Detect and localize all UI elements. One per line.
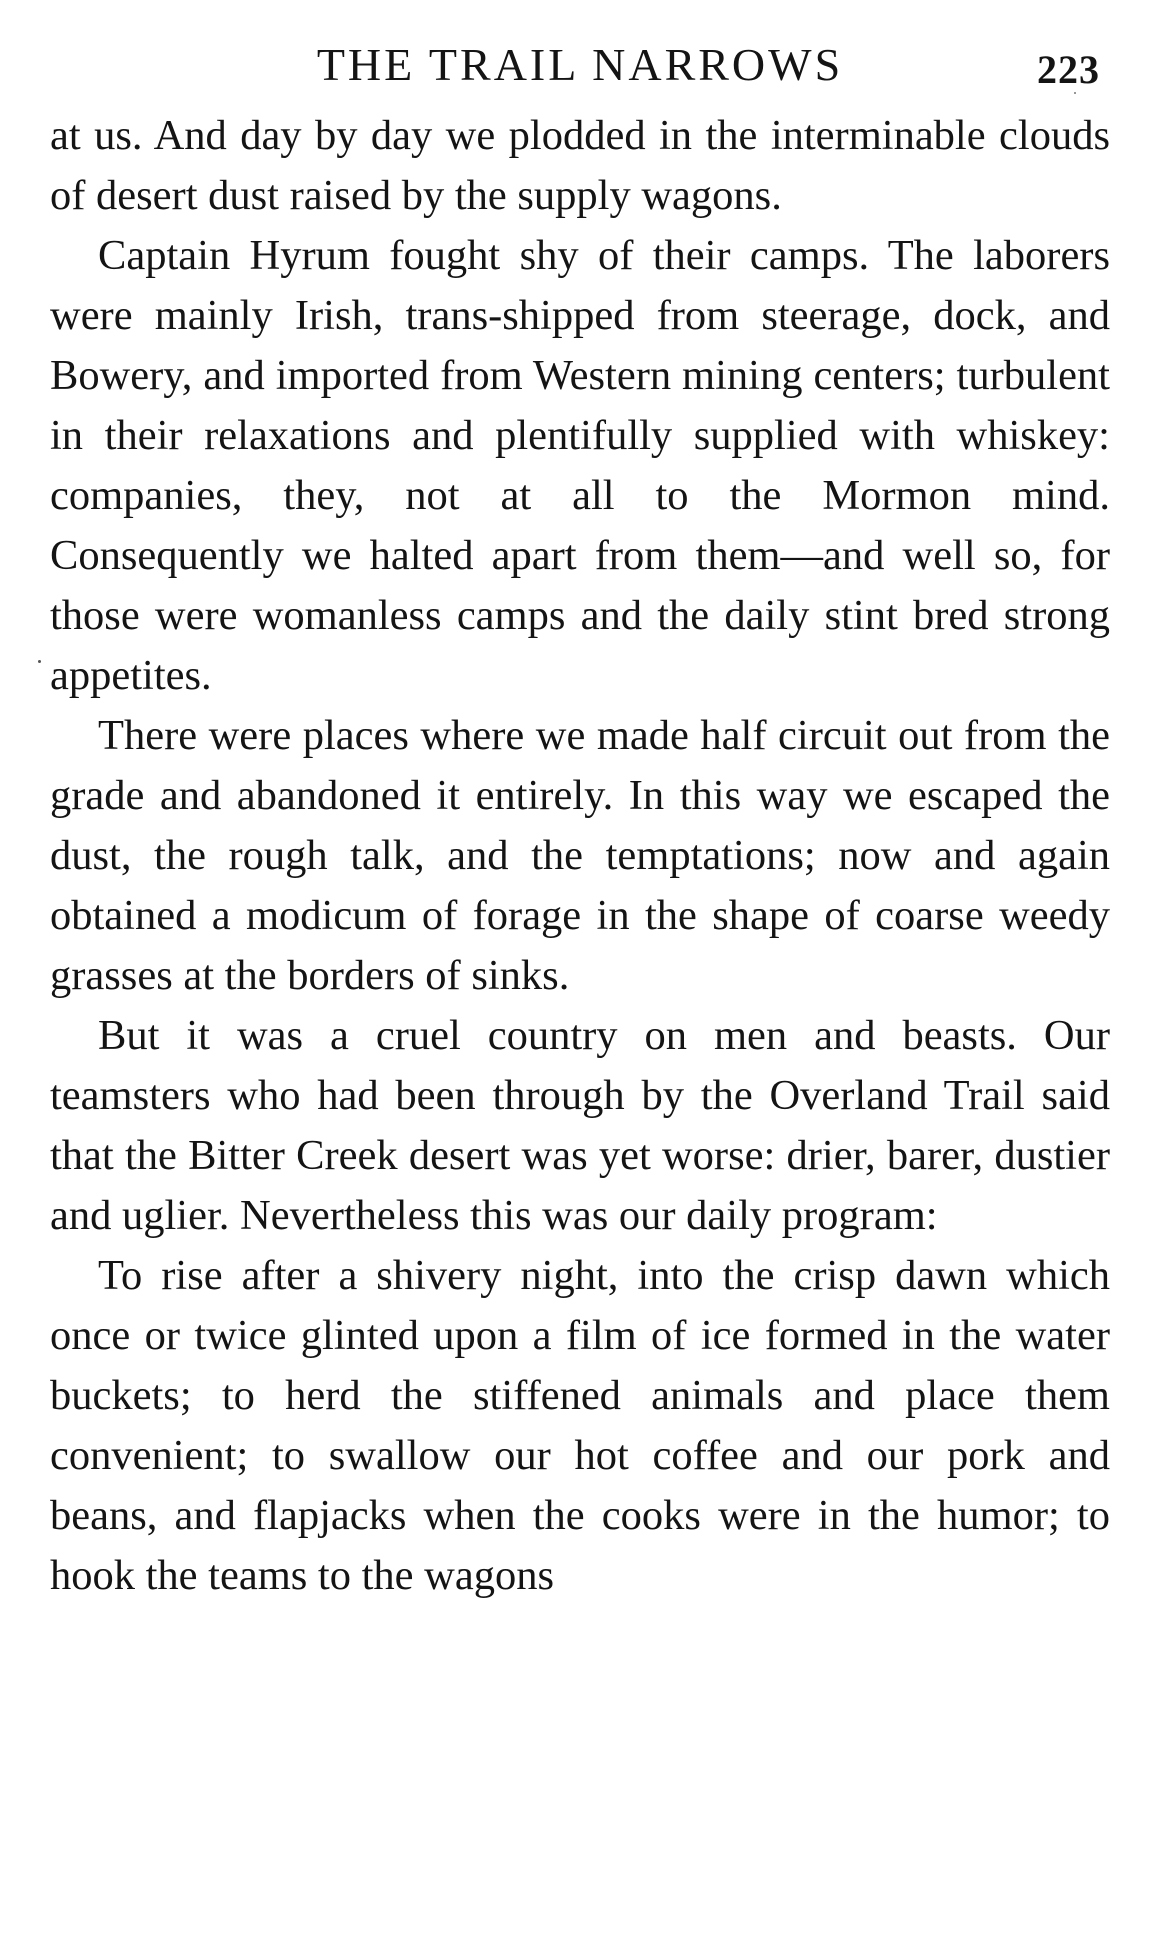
paragraph-continued: at us. And day by day we plodded in the interminable clouds of desert dust raised by the supply wagons.	[50, 112, 1110, 219]
scan-mark	[1074, 92, 1076, 94]
paragraph-captain-hyrum: Captain Hyrum fought shy of their camps. The laborers were mainly Irish, trans-shipped from steerage, dock, and Bowery, and imported from Western mining centers; turbulent in their relaxations and plentifully supplied with whiskey: companies, they, not at all to the Mormon mind. Consequently we halted apart from them—and well so, for those were womanless camps and the daily stint bred strong appetites.	[50, 232, 1110, 699]
margin-dot	[38, 660, 41, 663]
paragraph-cruel-country: But it was a cruel country on men and beasts. Our teamsters who had been through by the Overland Trail said that the Bitter Creek desert was yet worse: drier, barer, dustier and uglier. Nevertheless this was our daily program:	[50, 1012, 1110, 1239]
book-page	[50, 30, 1110, 1910]
paragraph-daily-program: To rise after a shivery night, into the crisp dawn which once or twice glinted upon a film of ice formed in the water buckets; to herd the stiffened animals and place them convenient; to swallow our hot coffee and our pork and beans, and flapjacks when the cooks were in the humor; to hook the teams to the wagons	[50, 1252, 1110, 1599]
paragraph-half-circuit: There were places where we made half circuit out from the grade and abandoned it entirely. In this way we escaped the dust, the rough talk, and the temptations; now and again obtained a modicum of forage in the shape of coarse weedy grasses at the borders of sinks.	[50, 712, 1110, 999]
running-head	[50, 30, 1110, 100]
page-number: 223	[1037, 47, 1100, 92]
body-text	[50, 106, 1110, 1606]
running-title: THE TRAIL NARROWS	[316, 39, 844, 90]
